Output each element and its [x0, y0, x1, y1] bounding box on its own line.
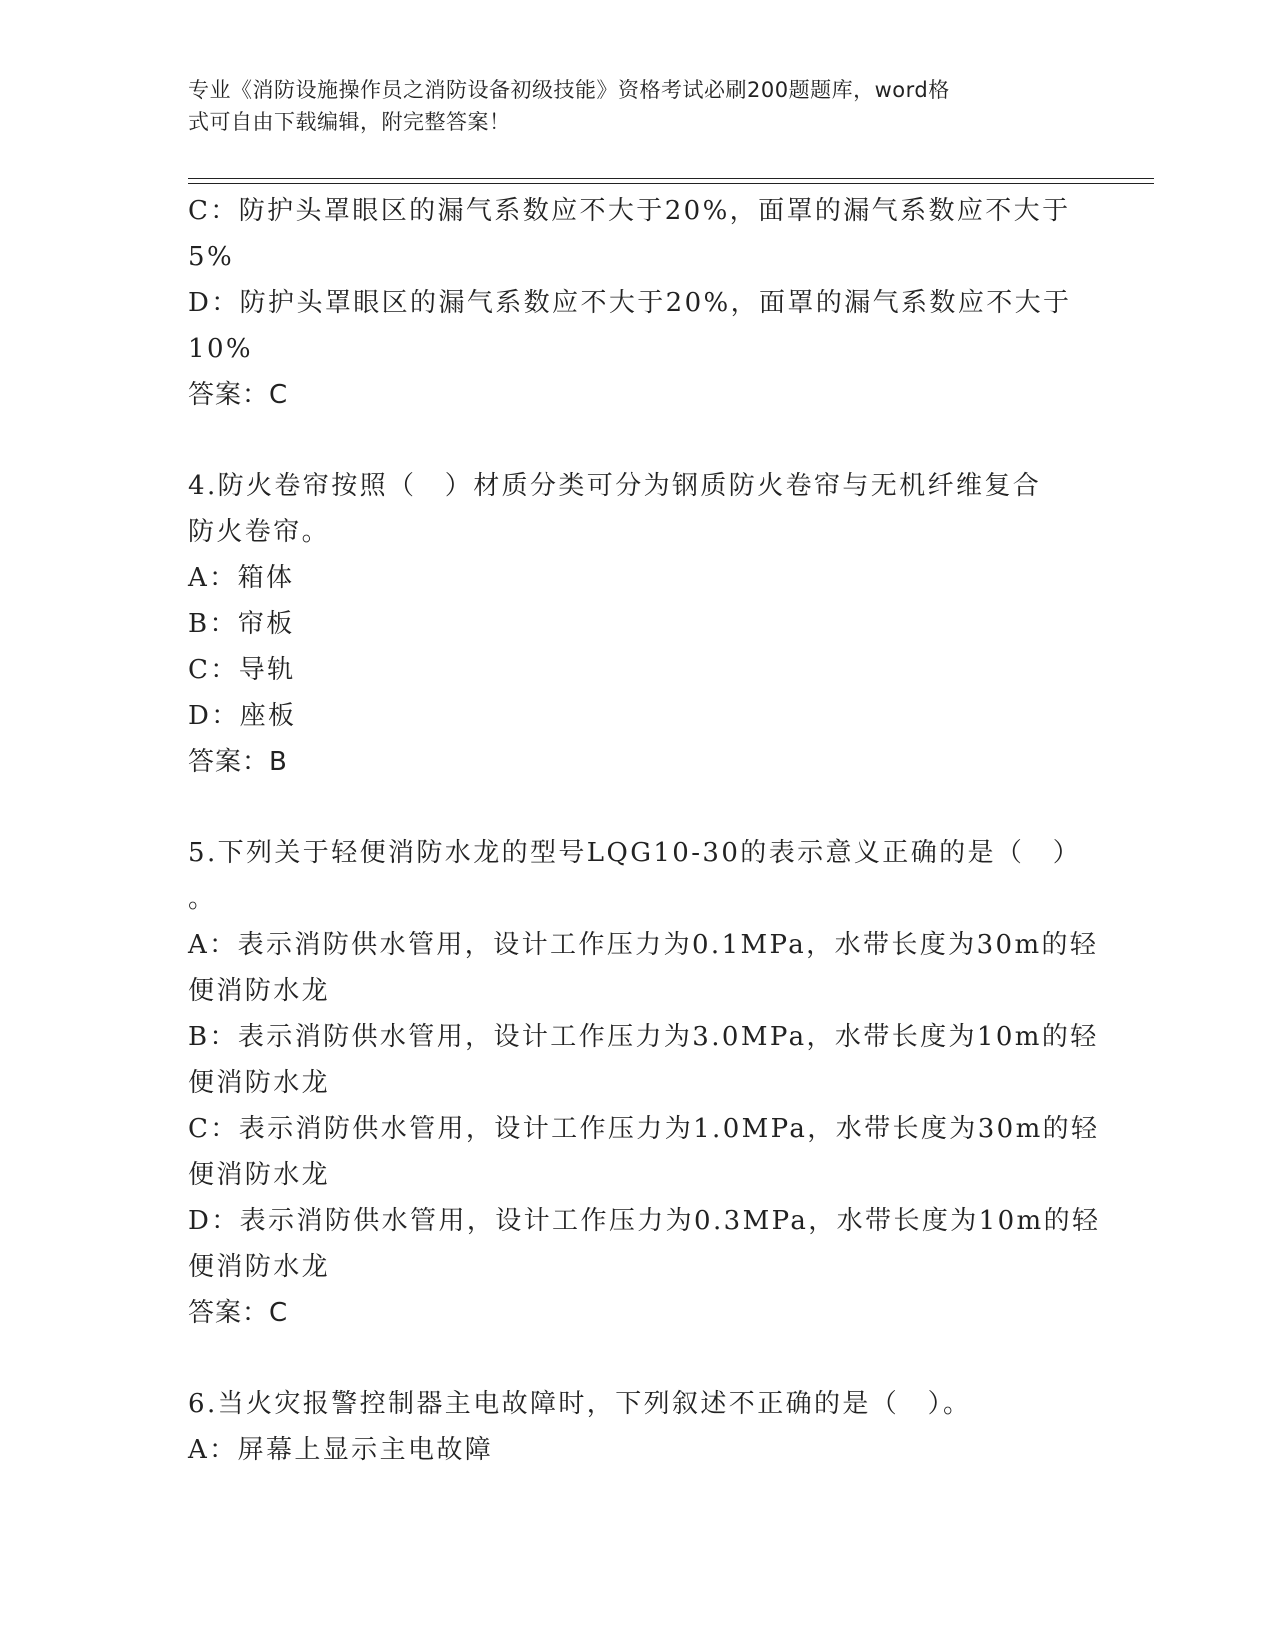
option-c-continued: 5% [188, 242, 235, 272]
question-list [188, 188, 1101, 1473]
header-line-2: 式可自由下载编辑，附完整答案！ [188, 110, 511, 134]
document-header [188, 74, 1068, 138]
option-d: D：表示消防供水管用，设计工作压力为0.3MPa，水带长度为10m的轻 [188, 1206, 1101, 1236]
option-a-continued: 便消防水龙 [188, 976, 331, 1006]
answer: 答案：C [188, 1298, 289, 1328]
question-stem-continued: 。 [188, 884, 217, 914]
option-c-continued: 便消防水龙 [188, 1160, 331, 1190]
option-d: D：座板 [188, 701, 297, 731]
question-stem-continued: 防火卷帘。 [188, 517, 331, 547]
option-d-continued: 便消防水龙 [188, 1252, 331, 1282]
question-6 [188, 1381, 1088, 1473]
header-divider-bottom [188, 183, 1154, 184]
question-stem: 6.当火灾报警控制器主电故障时，下列叙述不正确的是（ ）。 [188, 1389, 972, 1419]
question-5 [188, 830, 1101, 1336]
option-c: C：导轨 [188, 655, 296, 685]
spacer [188, 785, 1088, 830]
option-d: D：防护头罩眼区的漏气系数应不大于20%，面罩的漏气系数应不大于 [188, 288, 1072, 318]
option-a: A：箱体 [188, 563, 295, 593]
question-4 [188, 463, 1088, 785]
option-d-continued: 10% [188, 334, 253, 364]
spacer [188, 418, 1088, 463]
option-b-continued: 便消防水龙 [188, 1068, 331, 1098]
spacer [188, 1336, 1088, 1381]
answer: 答案：C [188, 380, 289, 410]
option-a: A：表示消防供水管用，设计工作压力为0.1MPa，水带长度为30m的轻 [188, 930, 1099, 960]
option-a: A：屏幕上显示主电故障 [188, 1435, 494, 1465]
question-stem: 4.防火卷帘按照（ ）材质分类可分为钢质防火卷帘与无机纤维复合 [188, 471, 1042, 501]
header-divider-top [188, 178, 1154, 179]
option-c: C：防护头罩眼区的漏气系数应不大于20%，面罩的漏气系数应不大于 [188, 196, 1071, 226]
option-b: B：表示消防供水管用，设计工作压力为3.0MPa，水带长度为10m的轻 [188, 1022, 1099, 1052]
option-c: C：表示消防供水管用，设计工作压力为1.0MPa，水带长度为30m的轻 [188, 1114, 1100, 1144]
header-line-1: 专业《消防设施操作员之消防设备初级技能》资格考试必刷200题题库，word格 [188, 78, 950, 102]
question-stem: 5.下列关于轻便消防水龙的型号LQG10-30的表示意义正确的是（ ） [188, 838, 1082, 868]
answer: 答案：B [188, 747, 288, 777]
option-b: B：帘板 [188, 609, 295, 639]
question-3 [188, 188, 1088, 418]
